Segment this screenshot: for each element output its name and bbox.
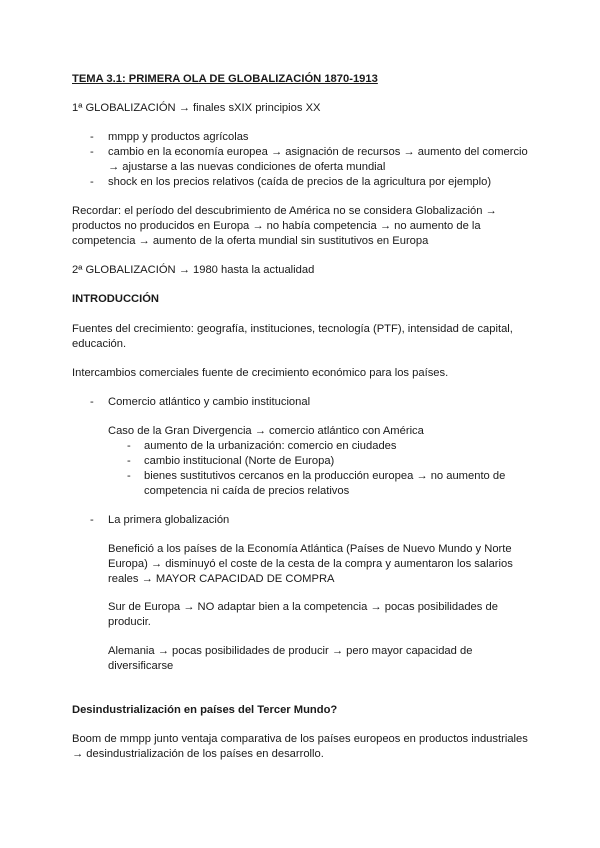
section-heading-desindustrializacion: Desindustrialización en países del Tercer Mundo? (72, 704, 338, 716)
alemania-line-2: diversificarse (108, 660, 174, 672)
recordar-line-2: productos no producidos en Europa → no había competencia → no aumento de la (72, 220, 481, 232)
fuentes-line-1: Fuentes del crecimiento: geografía, instituciones, tecnología (PTF), intensidad de capital, (72, 323, 513, 335)
bullet-dash: - (90, 396, 94, 408)
sur-europa-line-2: producir. (108, 616, 151, 628)
alemania-line-1: Alemania → pocas posibilidades de producir → pero mayor capacidad de (108, 645, 473, 657)
section-heading-introduccion: INTRODUCCIÓN (72, 293, 160, 305)
bullet-primera-globalizacion: La primera globalización (108, 514, 230, 526)
fuentes-line-2: educación. (72, 338, 127, 350)
recordar-line-3: competencia → aumento de la oferta mundial sin sustitutivos en Europa (72, 235, 429, 247)
first-globalization-line: 1ª GLOBALIZACIÓN → finales sXIX principios XX (72, 102, 321, 114)
boom-line-2: → desindustrialización de los países en desarrollo. (72, 748, 324, 760)
page-title: TEMA 3.1: PRIMERA OLA DE GLOBALIZACIÓN 1870-1913 (72, 73, 378, 85)
bullet-dash: - (90, 146, 94, 158)
bullet-cambio-economia-cont: → ajustarse a las nuevas condiciones de oferta mundial (108, 161, 386, 173)
recordar-line-1: Recordar: el período del descubrimiento de América no se considera Globalización → (72, 205, 497, 217)
bullet-dash: - (90, 176, 94, 188)
second-globalization-line: 2ª GLOBALIZACIÓN → 1980 hasta la actualidad (72, 264, 315, 276)
bullet-shock-precios: shock en los precios relativos (caída de precios de la agricultura por ejemplo) (108, 176, 492, 188)
boom-line-1: Boom de mmpp junto ventaja comparativa de los países europeos en productos industriales (72, 733, 528, 745)
sub-bullet-urbanizacion: aumento de la urbanización: comercio en ciudades (144, 440, 397, 452)
bullet-comercio-atlantico: Comercio atlántico y cambio institucional (108, 396, 311, 408)
sub-bullet-bienes-sustitutivos-cont: competencia ni caída de precios relativos (144, 485, 350, 497)
sub-bullet-bienes-sustitutivos: bienes sustitutivos cercanos en la producción europea → no aumento de (144, 470, 506, 482)
bullet-dash: - (90, 514, 94, 526)
intercambios-line: Intercambios comerciales fuente de crecimiento económico para los países. (72, 367, 449, 379)
bullet-cambio-economia: cambio en la economía europea → asignación de recursos → aumento del comercio (108, 146, 528, 158)
caso-gran-divergencia: Caso de la Gran Divergencia → comercio atlántico con América (108, 425, 424, 437)
bullet-dash: - (127, 470, 131, 482)
beneficio-line-2: Europa) → disminuyó el coste de la cesta de la compra y aumentaron los salarios (108, 558, 513, 570)
sur-europa-line-1: Sur de Europa → NO adaptar bien a la competencia → pocas posibilidades de (108, 601, 498, 613)
beneficio-line-3: reales → MAYOR CAPACIDAD DE COMPRA (108, 573, 335, 585)
bullet-dash: - (127, 440, 131, 452)
beneficio-line-1: Benefició a los países de la Economía Atlántica (Países de Nuevo Mundo y Norte (108, 543, 512, 555)
bullet-dash: - (90, 131, 94, 143)
bullet-dash: - (127, 455, 131, 467)
sub-bullet-cambio-institucional: cambio institucional (Norte de Europa) (144, 455, 335, 467)
bullet-mmpp: mmpp y productos agrícolas (108, 131, 249, 143)
